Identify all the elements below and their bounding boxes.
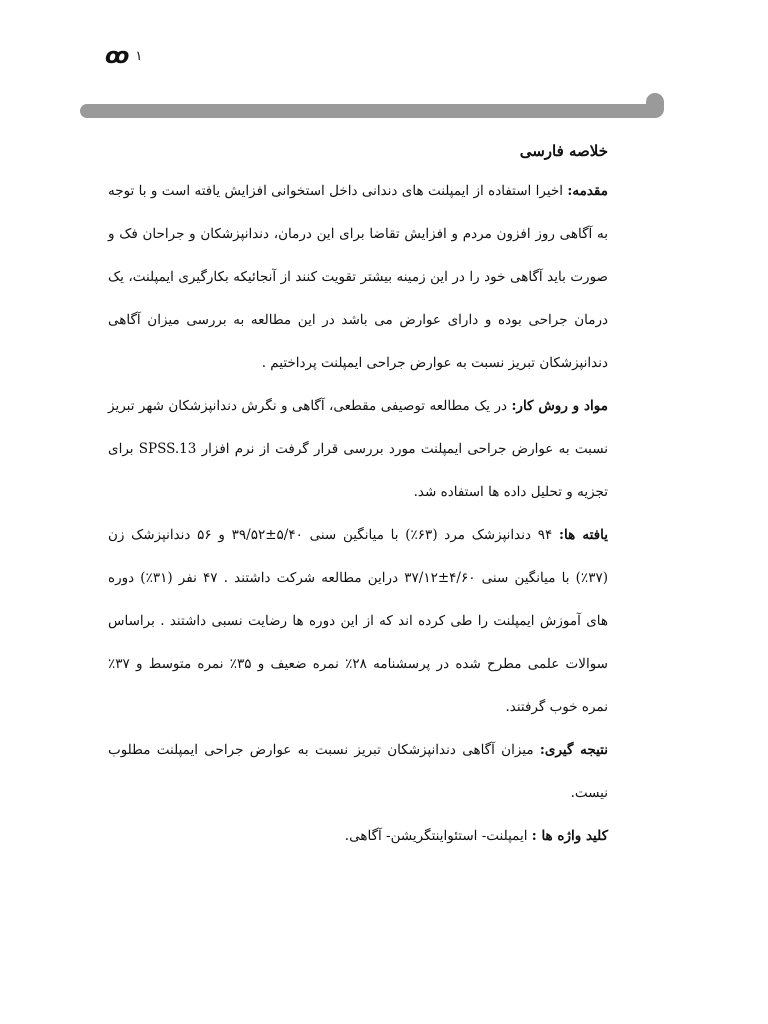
page-number: ۱	[135, 49, 143, 64]
results-text: ۹۴ دندانپزشک مرد (۶۳٪) با میانگین سنی ۵/۴۰±۳۹/۵۲ و ۵۶ دندانپزشک زن (۳۷٪) با میانگین سنی ۴/۶۰±۳۷/۱۲ دراین مطالعه شرکت داشتند . ۴۷ نفر (۳۱٪) دوره های آموزش ایمپلنت را طی کرده اند که از این دوره ها رضایت نسبی داشتند . براساس سوالات علمی مطرح شده در پرسشنامه ۲۸٪ نمره ضعیف و ۳۵٪ نمره متوسط و ۳۷٪ نمره خوب گرفتند.	[108, 527, 608, 715]
methods-text: در یک مطالعه توصیفی مقطعی، آگاهی و نگرش دندانپزشکان شهر تبریز نسبت به عوارض جراحی ایمپلنت مورد بررسی قرار گرفت از نرم افزار SPSS.13 برای تجزیه و تحلیل داده ها استفاده شد.	[108, 398, 608, 500]
intro-label: مقدمه:	[567, 183, 608, 199]
methods-paragraph	[108, 385, 608, 514]
conclusion-text: میزان آگاهی دندانپزشکان تبریز نسبت به عوارض جراحی ایمپلنت مطلوب نیست.	[108, 742, 608, 801]
intro-text: اخیرا استفاده از ایمپلنت های دندانی داخل استخوانی افزایش یافته است و با توجه به آگاهی روز افزون مردم و افزایش تقاضا برای این درمان، دندانپزشکان و جراحان فک و صورت باید آگاهی خود را در این زمینه بیشتر تقویت کنند از آنجائیکه بکارگیری ایمپلنت، یک درمان جراحی بوده و دارای عوارض می باشد در این مطالعه به بررسی میزان آگاهی دندانپزشکان تبریز نسبت به عوارض جراحی ایمپلنت پرداختیم .	[108, 183, 609, 371]
methods-label: مواد و روش کار:	[511, 398, 608, 414]
intro-paragraph	[108, 170, 608, 385]
persian-summary	[108, 132, 608, 858]
conclusion-paragraph	[108, 729, 608, 815]
results-label: یافته ها:	[559, 527, 608, 543]
conclusion-label: نتیجه گیری:	[539, 742, 608, 758]
keywords-paragraph	[108, 815, 608, 858]
ornament-logo-icon: ꝏ	[105, 44, 128, 69]
keywords-text: ایمپلنت- استئواینتگریشن- آگاهی.	[344, 828, 532, 844]
keywords-label: کلید واژه ها :	[531, 828, 608, 844]
header-divider-hook	[646, 93, 664, 118]
summary-title: خلاصه فارسی	[519, 142, 608, 160]
results-paragraph	[108, 514, 608, 729]
page-header	[105, 44, 142, 69]
header-divider-bar	[80, 104, 658, 118]
